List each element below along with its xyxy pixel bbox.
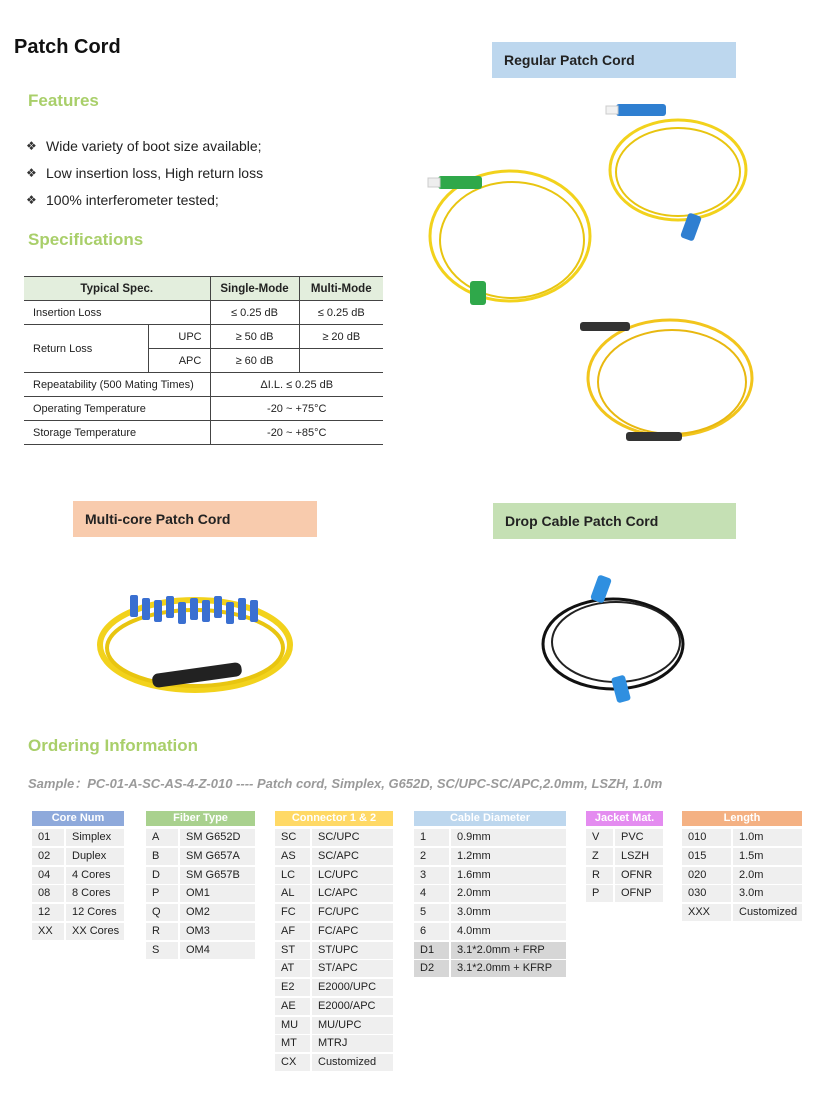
ordering-code: 2 (420, 849, 427, 862)
ordering-value: OM1 (178, 885, 255, 902)
ordering-row (414, 829, 566, 846)
ordering-value: Customized (731, 904, 802, 921)
ordering-value: SC/UPC (310, 829, 393, 846)
spec-value: -20 ~ +75°C (210, 397, 383, 421)
ordering-row (682, 829, 802, 846)
features-list (26, 132, 263, 213)
spec-header-typical: Typical Spec. (24, 277, 210, 301)
diamond-bullet-icon: ❖ (26, 165, 37, 180)
ordering-code: 030 (688, 887, 707, 900)
spec-row-storage-temp (24, 421, 383, 445)
ordering-row (275, 1035, 393, 1052)
ordering-code: A (152, 831, 160, 843)
spec-row-repeatability (24, 373, 383, 397)
spec-row-operating-temp (24, 397, 383, 421)
sc-upc-patch-cord-icon (606, 104, 746, 242)
ordering-row (146, 923, 255, 940)
spec-label: Return Loss (24, 325, 148, 373)
ordering-value: SM G657A (178, 848, 255, 865)
spec-label: Operating Temperature (24, 397, 210, 421)
ordering-value: 3.0m (731, 885, 802, 902)
ordering-code: Q (152, 906, 161, 918)
ordering-row (32, 829, 124, 846)
ordering-row (682, 867, 802, 884)
fc-patch-cord-icon (580, 320, 752, 441)
ordering-code: B (152, 849, 160, 862)
ordering-value: 4 Cores (64, 867, 124, 884)
spec-header-row (24, 277, 383, 301)
ordering-code: 12 (38, 906, 51, 918)
ordering-code: AT (281, 962, 295, 975)
ordering-code: 04 (38, 868, 51, 881)
ordering-code: 01 (38, 831, 51, 843)
ordering-value: 2.0m (731, 867, 802, 884)
ordering-code: 015 (688, 849, 707, 862)
ordering-value: SM G652D (178, 829, 255, 846)
spec-label: Repeatability (500 Mating Times) (24, 373, 210, 397)
ordering-value: ST/APC (310, 960, 393, 977)
ordering-code: E2 (281, 981, 295, 993)
ordering-value: E2000/UPC (310, 979, 393, 996)
ordering-code: 02 (38, 849, 51, 862)
drop-cable-patch-cord-image (538, 572, 688, 712)
ordering-value: 8 Cores (64, 885, 124, 902)
ordering-row (146, 942, 255, 959)
ordering-value: 1.5m (731, 848, 802, 865)
ordering-row (275, 979, 393, 996)
ordering-value: FC/APC (310, 923, 393, 940)
ordering-value: 3.0mm (449, 904, 566, 921)
ordering-group-cable-diameter (414, 811, 566, 979)
ordering-value: SM G657B (178, 867, 255, 884)
ordering-code: D1 (420, 943, 435, 956)
ordering-code: 4 (420, 887, 427, 900)
ordering-code: Z (592, 849, 599, 862)
ordering-row (275, 923, 393, 940)
ordering-code: R (592, 868, 600, 881)
spec-value: ≤ 0.25 dB (299, 301, 383, 325)
ordering-code: AF (281, 924, 296, 937)
ordering-code: XXX (688, 906, 711, 918)
spec-sublabel: APC (148, 349, 210, 373)
spec-label: Storage Temperature (24, 421, 210, 445)
ordering-row (414, 960, 566, 977)
spec-table (24, 276, 383, 445)
ordering-code: D2 (420, 962, 435, 975)
regular-patch-cord-image (420, 96, 760, 448)
ordering-group-header: Core Num (32, 811, 124, 826)
ordering-row (275, 1017, 393, 1034)
ordering-heading: Ordering Information (28, 736, 198, 755)
ordering-row (682, 904, 802, 921)
ordering-row (414, 923, 566, 940)
ordering-row (32, 904, 124, 921)
ordering-row (682, 848, 802, 865)
ordering-value: MTRJ (310, 1035, 393, 1052)
ordering-value: LSZH (613, 848, 663, 865)
ordering-value: OM3 (178, 923, 255, 940)
ordering-row (414, 867, 566, 884)
ordering-row (146, 867, 255, 884)
ordering-code: MT (281, 1037, 297, 1050)
ordering-value: 3.1*2.0mm + FRP (449, 942, 566, 959)
ordering-row (275, 885, 393, 902)
ordering-group-length (682, 811, 802, 923)
spec-value: ΔI.L. ≤ 0.25 dB (210, 373, 383, 397)
ordering-row (146, 904, 255, 921)
feature-item: ❖ Low insertion loss, High return loss (26, 164, 264, 181)
ordering-value: 1.0m (731, 829, 802, 846)
diamond-bullet-icon: ❖ (26, 138, 37, 153)
ordering-value: OM2 (178, 904, 255, 921)
ordering-code: AE (281, 999, 296, 1012)
feature-item: ❖ Wide variety of boot size available; (26, 137, 262, 154)
ordering-row (586, 848, 663, 865)
ordering-row (414, 848, 566, 865)
ordering-row (586, 829, 663, 846)
ordering-value: E2000/APC (310, 998, 393, 1015)
ordering-value: Simplex (64, 829, 124, 846)
ordering-code: CX (281, 1056, 297, 1068)
specifications-heading: Specifications (28, 230, 144, 249)
ordering-value: 1.6mm (449, 867, 566, 884)
spec-value: -20 ~ +85°C (210, 421, 383, 445)
ordering-row (586, 885, 663, 902)
ordering-group-fiber-type (146, 811, 255, 960)
ordering-row (275, 960, 393, 977)
ordering-code: LC (281, 868, 296, 881)
ordering-code: D (152, 868, 160, 881)
ordering-group-header: Length (682, 811, 802, 826)
spec-empty-cell (299, 349, 383, 373)
ordering-code: 5 (420, 906, 427, 918)
ordering-value: 2.0mm (449, 885, 566, 902)
spec-label: Insertion Loss (24, 301, 210, 325)
ordering-code: XX (38, 924, 53, 937)
ordering-row (275, 829, 393, 846)
ordering-row (32, 867, 124, 884)
ordering-value: Customized (310, 1054, 393, 1071)
ordering-value: 4.0mm (449, 923, 566, 940)
ordering-row (275, 998, 393, 1015)
regular-patch-cord-banner: Regular Patch Cord (492, 42, 736, 78)
ordering-row (146, 848, 255, 865)
features-heading: Features (28, 91, 99, 110)
ordering-code: 010 (688, 831, 707, 843)
ordering-code: SC (281, 831, 297, 843)
ordering-row (32, 923, 124, 940)
ordering-row (146, 885, 255, 902)
ordering-value: XX Cores (64, 923, 124, 940)
multicore-patch-cord-image (90, 560, 300, 710)
diamond-bullet-icon: ❖ (26, 192, 37, 207)
sc-apc-patch-cord-icon (428, 171, 590, 305)
ordering-value: MU/UPC (310, 1017, 393, 1034)
ordering-group-connector (275, 811, 393, 1073)
ordering-code: 020 (688, 868, 707, 881)
ordering-value: LC/APC (310, 885, 393, 902)
ordering-code: P (152, 887, 160, 900)
ordering-row (275, 848, 393, 865)
ordering-row (586, 867, 663, 884)
ordering-row (146, 829, 255, 846)
ordering-value: OFNP (613, 885, 663, 902)
ordering-code: AL (281, 887, 295, 900)
ordering-row (275, 1054, 393, 1071)
spec-row-return-loss-upc (24, 325, 383, 349)
ordering-code: FC (281, 906, 296, 918)
ordering-code: 1 (420, 831, 427, 843)
ordering-row (275, 942, 393, 959)
ordering-group-header: Jacket Mat. (586, 811, 663, 826)
ordering-value: 3.1*2.0mm + KFRP (449, 960, 566, 977)
ordering-value: LC/UPC (310, 867, 393, 884)
ordering-row (275, 867, 393, 884)
ordering-value: OM4 (178, 942, 255, 959)
ordering-code: 6 (420, 924, 427, 937)
spec-value: ≥ 60 dB (210, 349, 299, 373)
ordering-group-header: Connector 1 & 2 (275, 811, 393, 826)
spec-value: ≤ 0.25 dB (210, 301, 299, 325)
ordering-row (275, 904, 393, 921)
spec-row-insertion-loss (24, 301, 383, 325)
ordering-code: V (592, 831, 600, 843)
feature-item: ❖ 100% interferometer tested; (26, 191, 219, 208)
spec-sublabel: UPC (148, 325, 210, 349)
ordering-value: 0.9mm (449, 829, 566, 846)
ordering-row (32, 885, 124, 902)
ordering-row (682, 885, 802, 902)
ordering-group-header: Fiber Type (146, 811, 255, 826)
ordering-value: OFNR (613, 867, 663, 884)
ordering-group-header: Cable Diameter (414, 811, 566, 826)
ordering-value: 12 Cores (64, 904, 124, 921)
ordering-value: ST/UPC (310, 942, 393, 959)
spec-value: ≥ 20 dB (299, 325, 383, 349)
ordering-code: AS (281, 849, 296, 862)
ordering-value: 1.2mm (449, 848, 566, 865)
ordering-value: Duplex (64, 848, 124, 865)
ordering-row (32, 848, 124, 865)
ordering-row (414, 942, 566, 959)
ordering-code: ST (281, 943, 296, 956)
ordering-code: P (592, 887, 600, 900)
ordering-row (414, 904, 566, 921)
spec-value: ≥ 50 dB (210, 325, 299, 349)
multicore-patch-cord-banner: Multi-core Patch Cord (73, 501, 317, 537)
ordering-code: 08 (38, 887, 51, 900)
ordering-value: FC/UPC (310, 904, 393, 921)
spec-header-single-mode: Single-Mode (210, 277, 299, 301)
spec-header-multi-mode: Multi-Mode (299, 277, 383, 301)
ordering-sample: Sample：PC-01-A-SC-AS-4-Z-010 ---- Patch cord, Simplex, G652D, SC/UPC-SC/APC,2.0mm, LSZH, 1.0m (28, 776, 663, 791)
ordering-code: S (152, 943, 160, 956)
ordering-group-jacket (586, 811, 663, 904)
drop-cable-patch-cord-banner: Drop Cable Patch Cord (493, 503, 736, 539)
ordering-group-core-num (32, 811, 124, 942)
ordering-code: R (152, 924, 160, 937)
ordering-value: PVC (613, 829, 663, 846)
ordering-code: MU (281, 1018, 299, 1031)
ordering-code: 3 (420, 868, 427, 881)
ordering-value: SC/APC (310, 848, 393, 865)
page-title: Patch Cord (14, 36, 121, 58)
ordering-row (414, 885, 566, 902)
